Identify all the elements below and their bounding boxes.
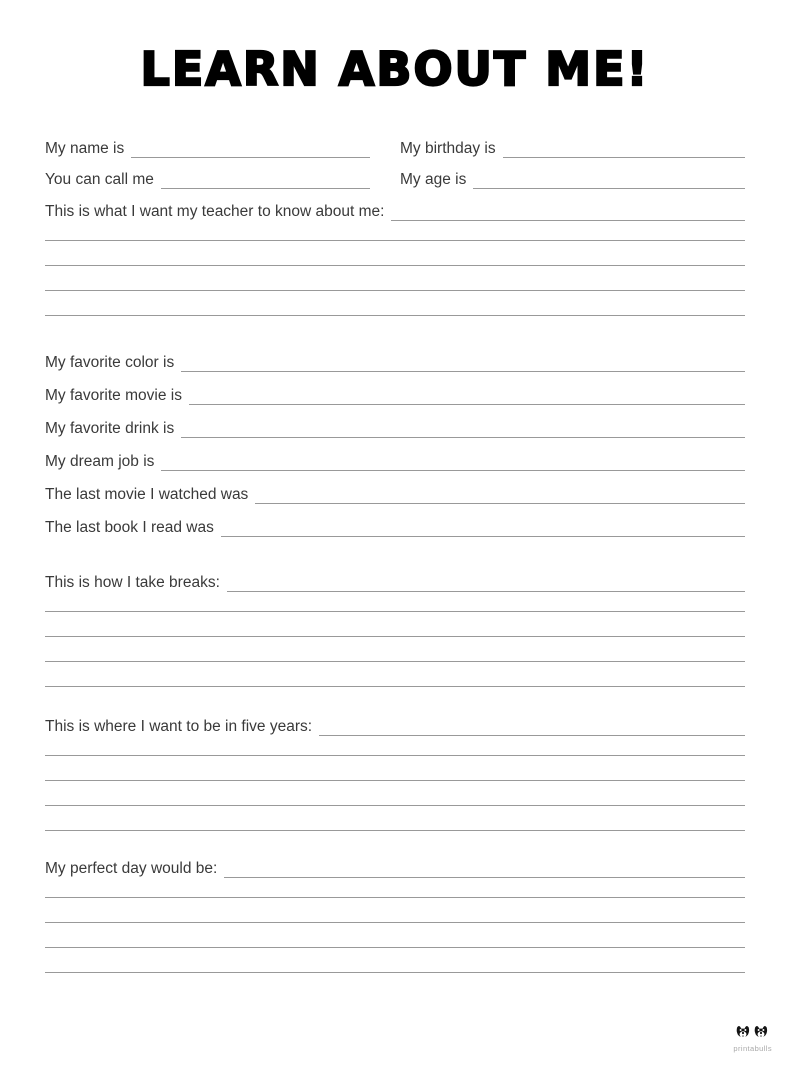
writing-line[interactable] [45,637,745,662]
call-me-field-label: You can call me [45,171,154,188]
writing-line[interactable] [45,291,745,316]
favorite-movie-field-row [45,387,745,405]
last-movie-field-row [45,486,745,504]
teacher-prompt-label: This is what I want my teacher to know about me: [45,203,385,220]
worksheet-page [0,44,791,1068]
writing-line[interactable] [45,948,745,973]
writing-line[interactable] [45,878,745,898]
age-field-row [400,171,745,189]
birthday-field-row [400,140,745,158]
five-years-prompt-label: This is where I want to be in five years: [45,718,313,735]
favorite-drink-blank-line[interactable] [181,424,745,438]
perfect-day-writing-area [45,878,745,973]
writing-line[interactable] [45,756,745,781]
favorite-drink-field-row [45,420,745,438]
last-book-label: The last book I read was [45,519,214,536]
birthday-blank-line[interactable] [503,144,745,158]
writing-line[interactable] [45,612,745,637]
birthday-field-label: My birthday is [400,140,496,157]
perfect-day-prompt-row [45,860,745,878]
writing-line[interactable] [45,736,745,756]
writing-line[interactable] [45,781,745,806]
breaks-blank-line[interactable] [227,578,745,592]
name-field-label: My name is [45,140,125,157]
teacher-writing-area [45,221,745,316]
dream-job-label: My dream job is [45,453,155,470]
row-callme-age [45,171,745,189]
brand-logo [733,1025,772,1053]
page-title: LEARN ABOUT ME! [140,42,650,96]
call-me-blank-line[interactable] [161,175,370,189]
breaks-writing-area [45,592,745,687]
perfect-day-blank-line[interactable] [224,864,745,878]
row-name-birthday [45,140,745,158]
breaks-prompt-label: This is how I take breaks: [45,574,220,591]
teacher-prompt-row [45,203,745,221]
call-me-field-row [45,171,370,189]
brand-name: printabulls [733,1043,772,1053]
perfect-day-prompt-label: My perfect day would be: [45,860,218,877]
age-field-label: My age is [400,171,467,188]
writing-line[interactable] [45,806,745,831]
writing-line[interactable] [45,592,745,612]
favorite-color-label: My favorite color is [45,354,175,371]
writing-line[interactable] [45,898,745,923]
writing-line[interactable] [45,241,745,266]
last-movie-label: The last movie I watched was [45,486,249,503]
favorite-drink-label: My favorite drink is [45,420,175,437]
last-book-field-row [45,519,745,537]
five-years-blank-line[interactable] [319,722,745,736]
teacher-blank-line[interactable] [391,207,745,221]
writing-line[interactable] [45,266,745,291]
favorite-movie-blank-line[interactable] [189,391,745,405]
favorite-movie-label: My favorite movie is [45,387,182,404]
bulldogs-icon [734,1027,772,1044]
five-years-writing-area [45,736,745,831]
last-movie-blank-line[interactable] [255,490,745,504]
dream-job-field-row [45,453,745,471]
writing-line[interactable] [45,221,745,241]
name-field-row [45,140,370,158]
favorite-color-blank-line[interactable] [181,358,745,372]
age-blank-line[interactable] [473,175,745,189]
dream-job-blank-line[interactable] [161,457,745,471]
last-book-blank-line[interactable] [221,523,745,537]
writing-line[interactable] [45,662,745,687]
favorite-color-field-row [45,354,745,372]
name-blank-line[interactable] [131,144,370,158]
five-years-prompt-row [45,718,745,736]
breaks-prompt-row [45,574,745,592]
writing-line[interactable] [45,923,745,948]
